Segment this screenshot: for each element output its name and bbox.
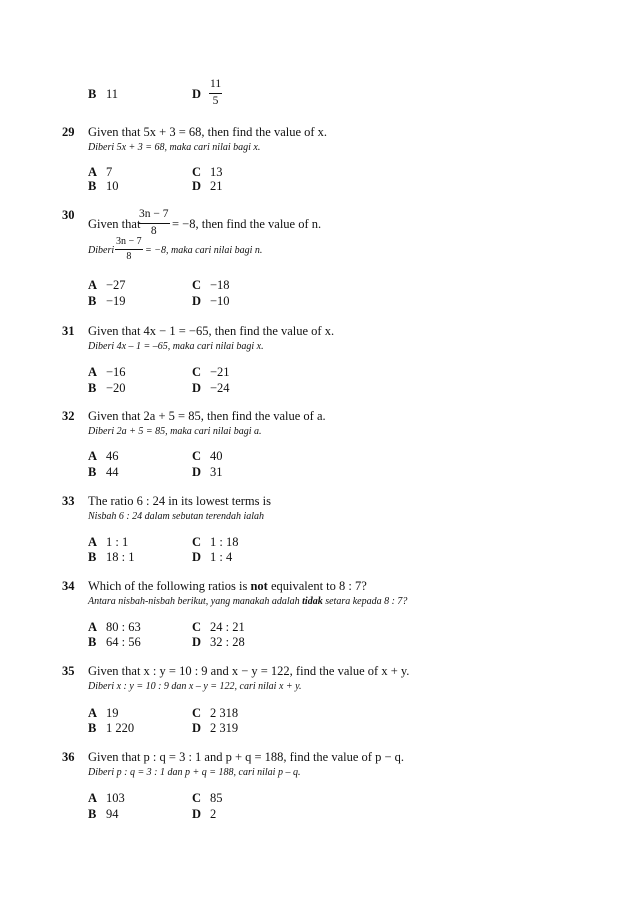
question-text-en: Given that x : y = 10 : 9 and x − y = 122, find the value of x + y.	[88, 664, 410, 678]
question-text-en: Given that 2a + 5 = 85, then find the value of a.	[88, 409, 326, 423]
question-fraction	[138, 209, 170, 237]
option-letter: D	[192, 807, 202, 821]
option-fraction	[209, 79, 222, 107]
option-letter: D	[192, 381, 202, 395]
option-value: 1 : 4	[210, 550, 233, 564]
option-value: −16	[106, 365, 126, 379]
question-text-ms: Diberi 5x + 3 = 68, maka cari nilai bagi x.	[88, 142, 261, 153]
question-text-en: The ratio 6 : 24 in its lowest terms is	[88, 494, 271, 508]
option-value: 11	[106, 87, 119, 101]
option-value: 94	[106, 807, 119, 821]
option-value: −10	[210, 294, 230, 308]
option-letter: D	[192, 550, 202, 564]
option-value: 10	[106, 179, 119, 193]
option-value: 7	[106, 165, 113, 179]
option-value: 40	[210, 449, 223, 463]
option-value: −20	[106, 381, 126, 395]
option-letter: B	[88, 635, 97, 649]
fraction-denominator: 8	[150, 224, 157, 237]
option-value: 32 : 28	[210, 635, 245, 649]
option-value: 80 : 63	[106, 620, 141, 634]
option-value: 13	[210, 165, 223, 179]
option-value: 2 318	[210, 706, 239, 720]
question-text-ms-prefix: Antara nisbah-nisbah berikut, yang manakah adalah	[88, 596, 300, 607]
question-text-ms-suffix: = −8, maka cari nilai bagi n.	[145, 245, 263, 256]
option-letter: A	[88, 706, 98, 720]
question-text-en-prefix: Given that	[88, 217, 141, 231]
option-letter: A	[88, 278, 98, 292]
question-text-en: Given that 5x + 3 = 68, then find the value of x.	[88, 125, 328, 139]
option-letter: D	[192, 294, 202, 308]
option-value: 2 319	[210, 721, 239, 735]
question-fraction-ms	[115, 237, 143, 262]
question-text-en-suffix: equivalent to 8 : 7?	[270, 579, 367, 593]
question-text-ms: Diberi x : y = 10 : 9 dan x – y = 122, cari nilai x + y.	[88, 681, 302, 692]
option-value: 1 : 18	[210, 535, 239, 549]
option-letter: C	[192, 620, 202, 634]
option-letter: D	[192, 179, 202, 193]
question-number: 36	[62, 750, 75, 764]
option-value: 103	[106, 791, 125, 805]
option-value: 18 : 1	[106, 550, 135, 564]
option-value: −18	[210, 278, 230, 292]
option-letter: C	[192, 706, 202, 720]
option-letter: B	[88, 381, 97, 395]
option-letter: B	[88, 465, 97, 479]
question-text-en-prefix: Which of the following ratios is	[88, 579, 248, 593]
option-value: −24	[210, 381, 230, 395]
option-letter: A	[88, 620, 98, 634]
option-letter: A	[88, 165, 98, 179]
option-letter: B	[88, 550, 97, 564]
question-number: 31	[62, 324, 75, 338]
question-text-ms: Diberi 4x – 1 = –65, maka cari nilai bagi x.	[88, 341, 264, 352]
option-value: 44	[106, 465, 119, 479]
question-text-ms-prefix: Diberi	[88, 245, 115, 256]
option-value: 24 : 21	[210, 620, 245, 634]
option-value: 64 : 56	[106, 635, 141, 649]
question-text-en: Given that 4x − 1 = −65, then find the value of x.	[88, 324, 335, 338]
option-value: 85	[210, 791, 223, 805]
option-letter: B	[88, 179, 97, 193]
option-letter: C	[192, 535, 202, 549]
option-letter: D	[192, 87, 202, 101]
option-letter: C	[192, 449, 202, 463]
fraction-denominator: 8	[126, 251, 132, 262]
option-value: −19	[106, 294, 126, 308]
option-letter: A	[88, 791, 98, 805]
fraction-numerator: 3n − 7	[115, 237, 143, 250]
option-value: 31	[210, 465, 223, 479]
option-letter: D	[192, 465, 202, 479]
option-letter: C	[192, 365, 202, 379]
option-letter: A	[88, 535, 98, 549]
option-value: 19	[106, 706, 119, 720]
option-value: 46	[106, 449, 119, 463]
question-text-ms: Diberi 2a + 5 = 85, maka cari nilai bagi a.	[88, 426, 262, 437]
option-letter: C	[192, 165, 202, 179]
question-number: 33	[62, 494, 75, 508]
option-letter: D	[192, 635, 202, 649]
question-text-en	[88, 579, 367, 594]
question-number: 34	[62, 579, 75, 593]
question-number: 30	[62, 208, 75, 222]
fraction-denominator: 5	[212, 94, 219, 107]
option-value: −21	[210, 365, 230, 379]
fraction-numerator: 3n − 7	[138, 209, 170, 224]
question-text-ms-emphasis: tidak	[302, 596, 323, 607]
question-text-ms	[88, 596, 407, 607]
option-value: −27	[106, 278, 126, 292]
question-text-en: Given that p : q = 3 : 1 and p + q = 188, find the value of p − q.	[88, 750, 404, 764]
question-text-ms-suffix: setara kepada 8 : 7?	[325, 596, 408, 607]
question-text-en-suffix: = −8, then find the value of n.	[172, 217, 322, 231]
question-text-ms: Diberi p : q = 3 : 1 dan p + q = 188, cari nilai p – q.	[88, 767, 301, 778]
option-letter: B	[88, 721, 97, 735]
question-text-ms: Nisbah 6 : 24 dalam sebutan terendah ialah	[88, 511, 265, 522]
option-letter: B	[88, 87, 97, 101]
option-letter: B	[88, 807, 97, 821]
question-number: 35	[62, 664, 75, 678]
fraction-numerator: 11	[209, 79, 222, 94]
option-value: 1 220	[106, 721, 135, 735]
question-text-en-emphasis: not	[250, 579, 268, 593]
option-letter: B	[88, 294, 97, 308]
question-number: 29	[62, 125, 75, 139]
option-letter: A	[88, 449, 98, 463]
question-number: 32	[62, 409, 75, 423]
option-letter: D	[192, 721, 202, 735]
option-value: 21	[210, 179, 223, 193]
option-letter: A	[88, 365, 98, 379]
option-letter: C	[192, 791, 202, 805]
option-letter: C	[192, 278, 202, 292]
option-value: 2	[210, 807, 217, 821]
option-value: 1 : 1	[106, 535, 129, 549]
